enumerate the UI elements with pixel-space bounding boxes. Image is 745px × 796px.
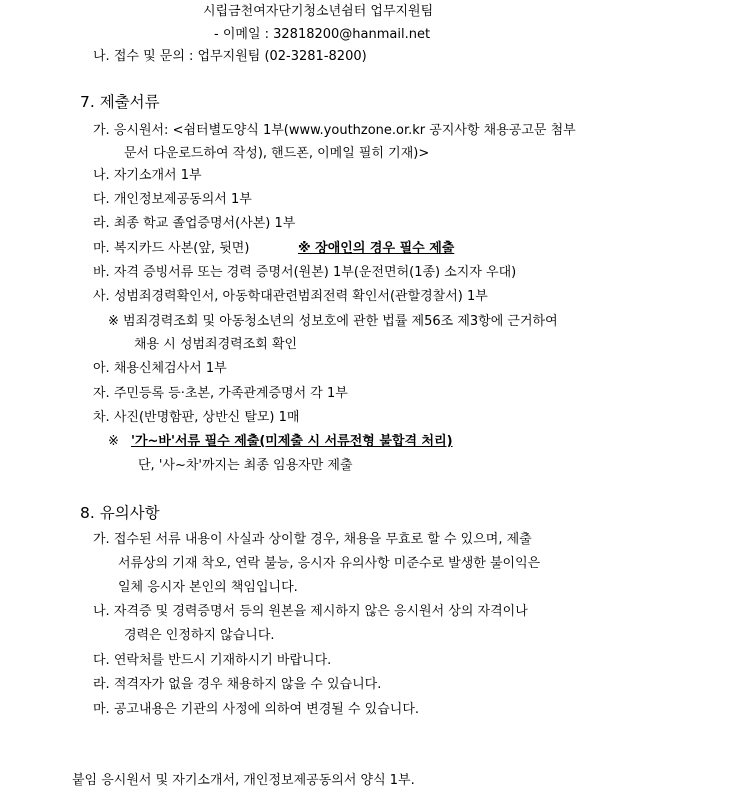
s8-item-ra: 라. 적격자가 없을 경우 채용하지 않을 수 있습니다. [93, 677, 382, 692]
s7-item-cha: 차. 사진(반명함판, 상반신 탈모) 1매 [93, 410, 300, 425]
s7-item-a: 아. 채용신체검사서 1부 [93, 361, 227, 376]
s7-item-ra: 라. 최종 학교 졸업증명서(사본) 1부 [93, 216, 296, 231]
s7-item-ma-note: ※ 장애인의 경우 필수 제출 [298, 241, 455, 256]
s7-note-1: ※ 범죄경력조회 및 아동청소년의 성보호에 관한 법률 제56조 제3항에 근거하여 [108, 314, 558, 329]
s8-item-ga-1: 가. 접수된 서류 내용이 사실과 상이할 경우, 채용을 무효로 할 수 있으며, 제출 [93, 532, 532, 547]
s8-item-ga-2: 서류상의 기재 착오, 연락 불능, 응시자 유의사항 미준수로 발생한 불이익은 [118, 556, 541, 571]
attachment-line: 붙임 응시원서 및 자기소개서, 개인정보제공동의서 양식 1부. [72, 773, 415, 788]
s7-final-note: 단, '사~차'까지는 최종 임용자만 제출 [138, 458, 353, 473]
s7-item-na: 나. 자기소개서 1부 [93, 168, 202, 183]
inquiry-line: 나. 접수 및 문의 : 업무지원팀 (02-3281-8200) [93, 49, 367, 64]
s7-item-ga-2: 문서 다운로드하여 작성), 핸드폰, 이메일 필히 기재)> [124, 146, 430, 161]
s8-item-na-2: 경력은 인정하지 않습니다. [124, 628, 275, 643]
section-7-title: 7. 제출서류 [80, 93, 160, 111]
s7-note-2: 채용 시 성범죄경력조회 확인 [134, 337, 298, 352]
s7-item-ba: 바. 자격 증빙서류 또는 경력 증명서(원본) 1부(운전면허(1종) 소지자 우대) [93, 265, 517, 280]
s8-item-ma: 마. 공고내용은 기관의 사정에 의하여 변경될 수 있습니다. [93, 702, 420, 717]
s7-item-ja: 자. 주민등록 등·초본, 가족관계증명서 각 1부 [93, 386, 348, 401]
s8-item-da: 다. 연락처를 반드시 기재하시기 바랍니다. [93, 653, 332, 668]
s8-item-ga-3: 일체 응시자 본인의 책임입니다. [118, 580, 298, 595]
email-line: - 이메일 : 32818200@hanmail.net [214, 27, 431, 42]
s7-item-ga-1: 가. 응시원서: <쉼터별도양식 1부(www.youthzone.or.kr 공지사항 채용공고문 첨부 [93, 123, 576, 138]
s7-item-da: 다. 개인정보제공동의서 1부 [93, 192, 252, 207]
s7-required-mark: ※ [108, 434, 119, 449]
s7-required-note: '가~바'서류 필수 제출(미제출 시 서류전형 불합격 처리) [131, 434, 453, 449]
s8-item-na-1: 나. 자격증 및 경력증명서 등의 원본을 제시하지 않은 응시원서 상의 자격이나 [93, 604, 528, 619]
office-name: 시립금천여자단기청소년쉼터 업무지원팀 [203, 4, 434, 19]
section-8-title: 8. 유의사항 [80, 504, 160, 522]
s7-item-sa: 사. 성범죄경력확인서, 아동학대관련범죄전력 확인서(관할경찰서) 1부 [93, 289, 488, 304]
s7-item-ma: 마. 복지카드 사본(앞, 뒷면) [93, 241, 250, 256]
